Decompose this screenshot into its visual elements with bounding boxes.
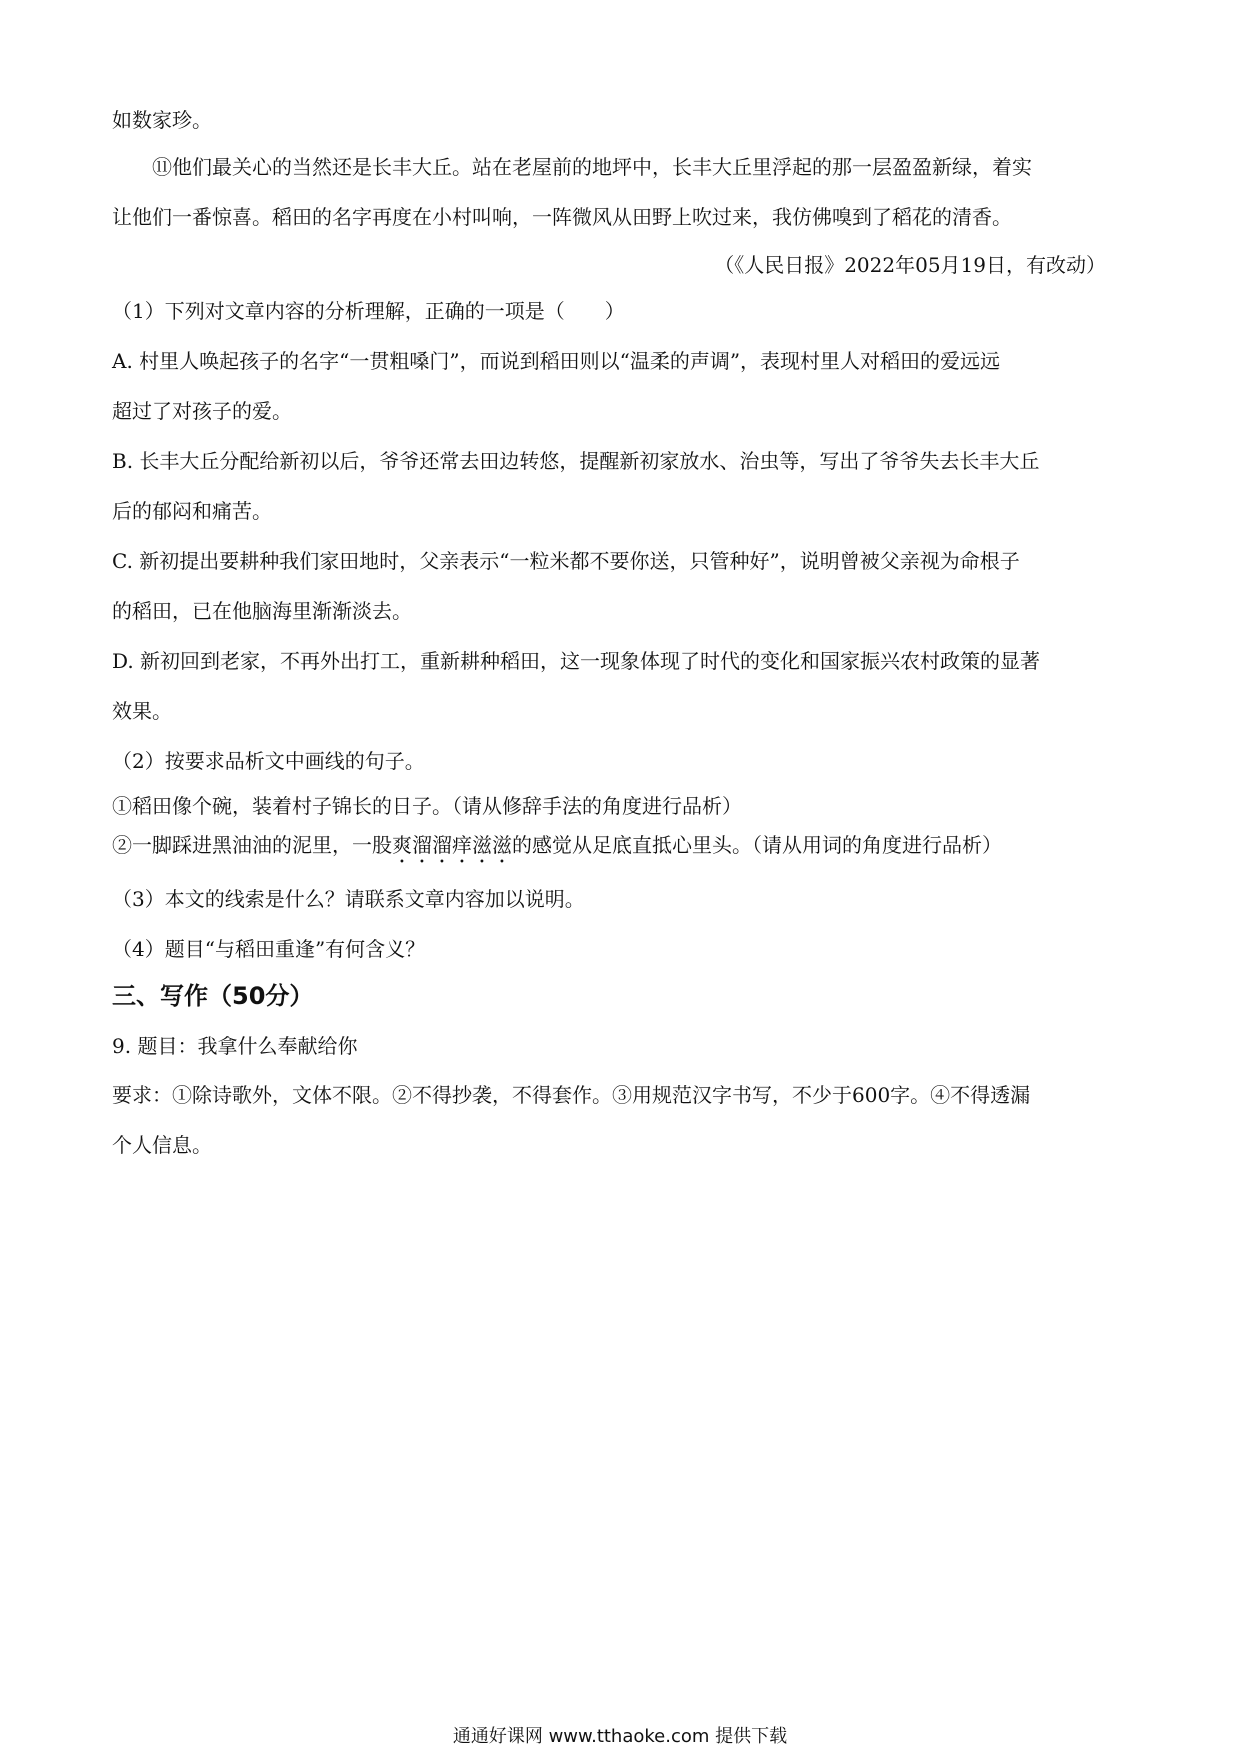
writing-requirements-line-2: 个人信息。 xyxy=(112,1133,212,1157)
question-3: （3）本文的线索是什么？请联系文章内容加以说明。 xyxy=(112,887,585,911)
paragraph-11-line-2: 让他们一番惊喜。稻田的名字再度在小村叫响，一阵微风从田野上吹过来，我仿佛嗅到了稻花的清香。 xyxy=(112,205,1012,229)
question-2-item-1: ①稻田像个碗，装着村子锦长的日子。（请从修辞手法的角度进行品析） xyxy=(112,794,742,818)
option-a-line-1: A. 村里人唤起孩子的名字“一贯粗嗓门”，而说到稻田则以“温柔的声调”，表现村里人对稻田的爱远远 xyxy=(112,349,1001,373)
question-2-stem: （2）按要求品析文中画线的句子。 xyxy=(112,749,425,773)
option-b-line-1: B. 长丰大丘分配给新初以后，爷爷还常去田边转悠，提醒新初家放水、治虫等，写出了爷爷失去长丰大丘 xyxy=(112,449,1040,473)
question-2-item-2 xyxy=(112,831,1002,868)
question-1-stem: （1）下列对文章内容的分析理解，正确的一项是（ ） xyxy=(112,299,625,323)
option-c-line-1: C. 新初提出要耕种我们家田地时，父亲表示“一粒米都不要你送，只管种好”，说明曾被父亲视为命根子 xyxy=(112,549,1020,573)
item-2-prefix: ②一脚踩进黑油油的泥里，一股 xyxy=(112,833,392,857)
question-4: （4）题目“与稻田重逢”有何含义？ xyxy=(112,937,426,961)
paragraph-11-line-1: ⑪他们最关心的当然还是长丰大丘。站在老屋前的地坪中，长丰大丘里浮起的那一层盈盈新绿，着实 xyxy=(152,155,1032,179)
writing-question-9: 9. 题目：我拿什么奉献给你 xyxy=(112,1034,358,1058)
source-citation: （《人民日报》2022年05月19日，有改动） xyxy=(714,253,1106,277)
item-2-suffix: 的感觉从足底直抵心里头。（请从用词的角度进行品析） xyxy=(512,833,1002,857)
option-c-line-2: 的稻田，已在他脑海里渐渐淡去。 xyxy=(112,599,412,623)
option-d-line-1: D. 新初回到老家，不再外出打工，重新耕种稻田，这一现象体现了时代的变化和国家振兴农村政策的显著 xyxy=(112,649,1041,673)
option-a-line-2: 超过了对孩子的爱。 xyxy=(112,399,292,423)
option-b-line-2: 后的郁闷和痛苦。 xyxy=(112,499,272,523)
writing-requirements-line-1: 要求：①除诗歌外，文体不限。②不得抄袭，不得套作。③用规范汉字书写，不少于600字。④不得透漏 xyxy=(112,1083,1031,1107)
footer-download-note: 通通好课网 www.tthaoke.com 提供下载 xyxy=(452,1726,788,1747)
passage-continued-line: 如数家珍。 xyxy=(112,108,212,132)
option-d-line-2: 效果。 xyxy=(112,699,172,723)
writing-section-heading: 三、写作（50分） xyxy=(112,982,314,1010)
item-2-emphasized-words: 爽溜溜痒滋滋 xyxy=(392,833,512,857)
